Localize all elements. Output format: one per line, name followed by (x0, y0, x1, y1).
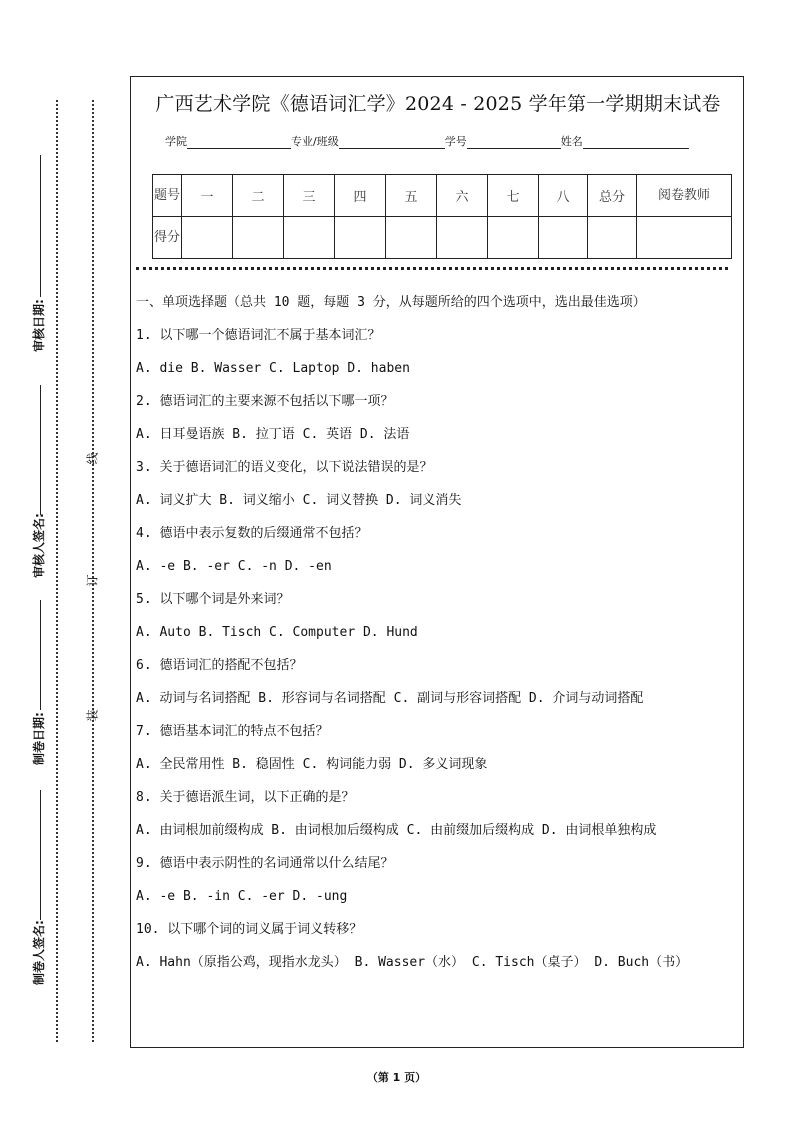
binding-dotted-line (92, 100, 94, 1042)
score-cell[interactable] (488, 217, 539, 259)
margin-dotted-line (56, 100, 58, 1042)
question-text: 3. 关于德语词汇的语义变化，以下说法错误的是？ (136, 460, 433, 475)
student-info-row (165, 133, 689, 149)
question-options: A. 全民常用性 B. 稳固性 C. 构词能力弱 D. 多义词现象 (136, 757, 488, 772)
bind-char-order: 订 (85, 574, 100, 587)
question-options: A. 日耳曼语族 B. 拉丁语 C. 英语 D. 法语 (136, 427, 410, 442)
page-number: （第 1 页） (366, 1071, 427, 1084)
col-header: 总分 (588, 175, 637, 217)
margin-label-review-date: 审核日期: (32, 299, 46, 352)
score-table (152, 174, 732, 259)
row-label-question-number: 题号 (153, 175, 182, 217)
question-text: 9. 德语中表示阴性的名词通常以什么结尾？ (136, 856, 394, 871)
bind-char-line: 线 (85, 452, 100, 465)
major-class-label: 专业/班级 (291, 135, 339, 148)
student-id-label: 学号 (444, 135, 467, 148)
col-header-reviewer: 阅卷教师 (637, 175, 732, 217)
score-cell[interactable] (637, 217, 732, 259)
col-header: 五 (386, 175, 437, 217)
score-cell[interactable] (588, 217, 637, 259)
question-options: A. 词义扩大 B. 词义缩小 C. 词义替换 D. 词义消失 (136, 493, 462, 508)
question-text: 7. 德语基本词汇的特点不包括？ (136, 724, 329, 739)
margin-label-maker-sign: 制卷人签名: (32, 920, 46, 985)
score-cell[interactable] (539, 217, 588, 259)
question-options: A. Auto B. Tisch C. Computer D. Hund (136, 625, 418, 640)
bind-char-fold: 装 (85, 709, 100, 722)
exam-frame (130, 76, 744, 1048)
col-header: 六 (437, 175, 488, 217)
question-section (136, 292, 740, 985)
margin-line (40, 600, 41, 710)
score-table-header-row (153, 175, 732, 217)
question-text: 10. 以下哪个词的词义属于词义转移？ (136, 922, 363, 937)
margin-line (40, 155, 41, 297)
question-text: 8. 关于德语派生词，以下正确的是？ (136, 790, 355, 805)
name-field[interactable] (583, 136, 689, 149)
name-label: 姓名 (560, 135, 583, 148)
col-header: 八 (539, 175, 588, 217)
score-cell[interactable] (233, 217, 284, 259)
score-table-score-row (153, 217, 732, 259)
score-cell[interactable] (437, 217, 488, 259)
college-label: 学院 (165, 135, 187, 148)
question-text: 2. 德语词汇的主要来源不包括以下哪一项？ (136, 394, 394, 409)
question-options: A. -e B. -in C. -er D. -ung (136, 889, 348, 904)
question-text: 5. 以下哪个词是外来词？ (136, 592, 290, 607)
section-heading: 一、单项选择题（总共 10 题，每题 3 分，从每题所给的四个选项中，选出最佳选项） (136, 295, 646, 310)
question-text: 4. 德语中表示复数的后缀通常不包括？ (136, 526, 368, 541)
col-header: 二 (233, 175, 284, 217)
score-cell[interactable] (284, 217, 335, 259)
question-options: A. die B. Wasser C. Laptop D. haben (136, 361, 410, 376)
col-header: 七 (488, 175, 539, 217)
question-text: 6. 德语词汇的搭配不包括？ (136, 658, 303, 673)
question-options: A. -e B. -er C. -n D. -en (136, 559, 332, 574)
col-header: 三 (284, 175, 335, 217)
col-header: 一 (182, 175, 233, 217)
margin-line (40, 790, 41, 920)
question-options: A. 动词与名词搭配 B. 形容词与名词搭配 C. 副词与形容词搭配 D. 介词与动词搭配 (136, 691, 644, 706)
dotted-separator (136, 267, 728, 270)
question-options: A. Hahn（原指公鸡，现指水龙头） B. Wasser（水） C. Tisch（桌子） D. Buch（书） (136, 955, 689, 970)
major-class-field[interactable] (339, 136, 445, 149)
question-text: 1. 以下哪一个德语词汇不属于基本词汇？ (136, 328, 381, 343)
margin-label-reviewer-sign: 审核人签名: (32, 513, 46, 578)
score-cell[interactable] (182, 217, 233, 259)
score-cell[interactable] (386, 217, 437, 259)
col-header: 四 (335, 175, 386, 217)
question-options: A. 由词根加前缀构成 B. 由词根加后缀构成 C. 由前缀加后缀构成 D. 由词根单独构成 (136, 823, 657, 838)
page-title: 广西艺术学院《德语词汇学》2024 - 2025 学年第一学期期末试卷 (155, 93, 721, 115)
student-id-field[interactable] (467, 136, 561, 149)
college-field[interactable] (187, 136, 291, 149)
score-cell[interactable] (335, 217, 386, 259)
row-label-score: 得分 (153, 217, 182, 259)
margin-line (40, 385, 41, 515)
margin-label-make-date: 制卷日期: (32, 712, 46, 765)
